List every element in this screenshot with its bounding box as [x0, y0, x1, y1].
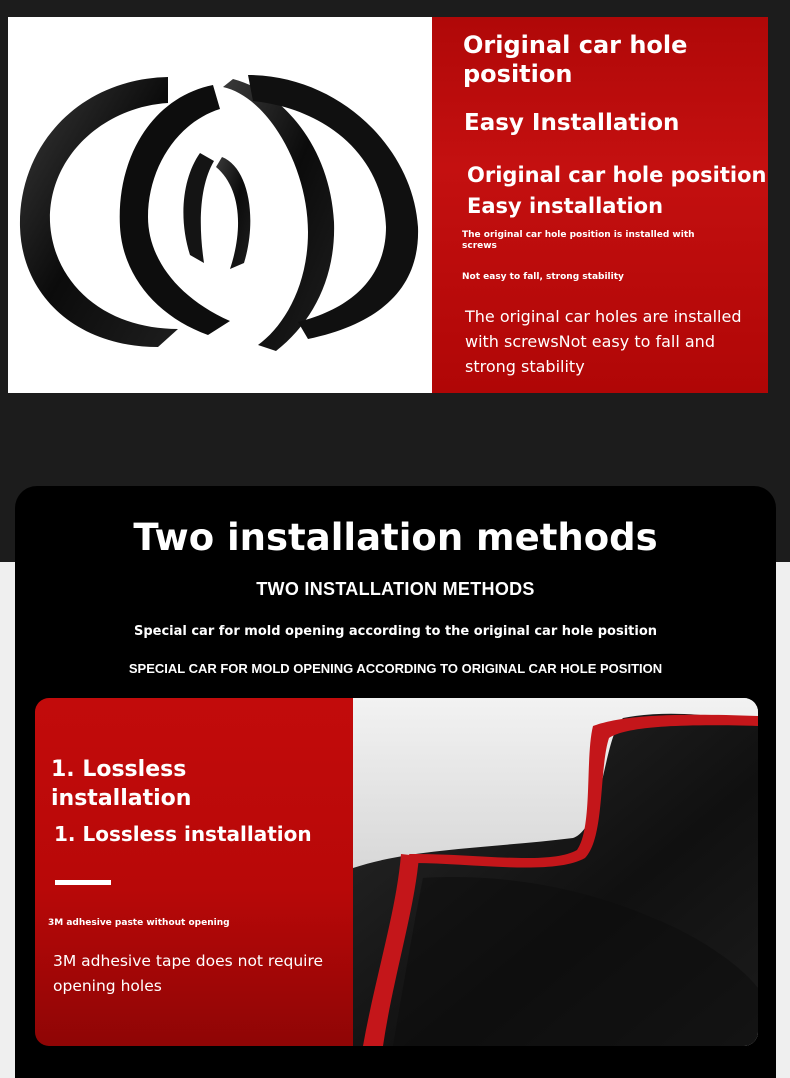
method-title-primary: 1. Lossless installation: [51, 757, 192, 811]
adhesive-tape-icon: [353, 698, 758, 1046]
method-text-panel: [35, 698, 353, 1046]
hero-body-text: The original car holes are installed with screwsNot easy to fall and strong stability: [465, 307, 742, 376]
adhesive-tape-photo: [353, 698, 758, 1046]
hero-banner: [8, 17, 768, 393]
method-divider: [55, 880, 111, 885]
section-description: Special car for mold opening according to the original car hole position: [133, 624, 658, 639]
installation-methods-card: [15, 486, 776, 1078]
hero-title-secondary: Original car hole position Easy installation: [467, 163, 767, 218]
section-headline: Two installation methods: [133, 516, 658, 559]
fender-flares-photo: [8, 17, 432, 393]
method-title-secondary: 1. Lossless installation: [54, 822, 312, 846]
section-description-caps: SPECIAL CAR FOR MOLD OPENING ACCORDING TO ORIGINAL CAR HOLE POSITION: [128, 661, 663, 676]
hero-title-easy-installation: Easy Installation: [464, 110, 680, 136]
hero-text-panel: [432, 17, 768, 393]
method-body-text: 3M adhesive tape does not require opening holes: [53, 952, 324, 995]
hero-caption-screws: The original car hole position is installed with screws: [462, 230, 695, 251]
method-lossless-panel: [35, 698, 758, 1046]
section-subheadline: TWO INSTALLATION METHODS: [256, 579, 535, 599]
hero-title-primary: Original car hole position: [463, 31, 688, 88]
fender-flares-icon: [8, 17, 432, 393]
method-caption: 3M adhesive paste without opening: [48, 918, 230, 928]
hero-caption-stability: Not easy to fall, strong stability: [462, 272, 624, 282]
